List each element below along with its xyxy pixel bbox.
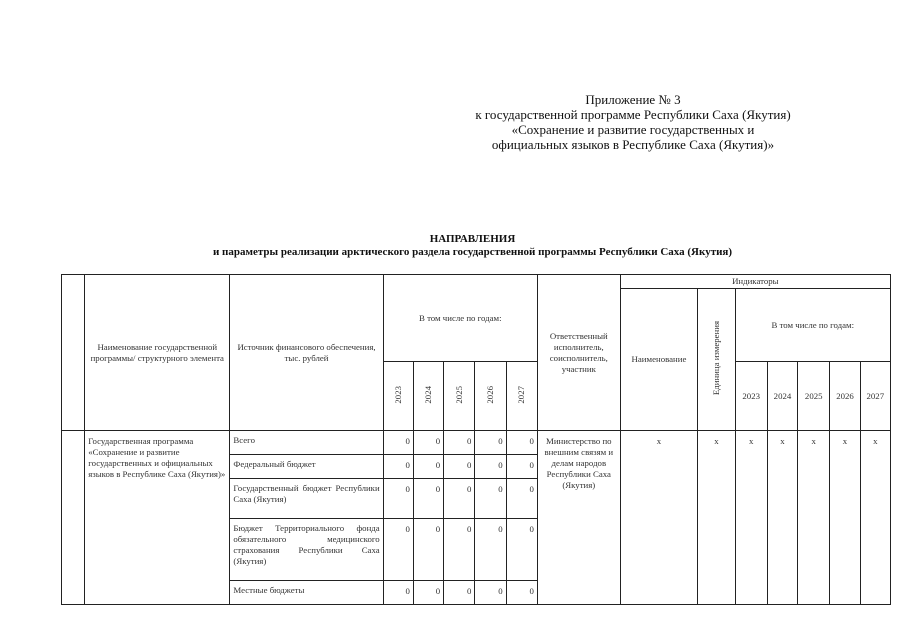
value-cell: 0: [475, 581, 506, 605]
value-cell: 0: [475, 479, 506, 519]
header-year-2023: 2023: [383, 362, 413, 431]
header-funding-source: Источник финансового обеспечения, тыс. рублей: [230, 275, 383, 431]
funding-source-cell: Федеральный бюджет: [230, 455, 383, 479]
value-cell: 0: [383, 431, 413, 455]
indicator-value-cell: х: [767, 431, 797, 605]
header-year-2025: 2025: [444, 362, 475, 431]
heading-title: НАПРАВЛЕНИЯ: [429, 233, 516, 245]
indicator-year-2027: 2027: [860, 362, 890, 431]
header-year-2026: 2026: [475, 362, 506, 431]
indicator-year-2026: 2026: [830, 362, 860, 431]
value-cell: 0: [413, 455, 443, 479]
value-cell: 0: [475, 519, 506, 581]
header-program-name: Наименование государственной программы/ структурного элемента: [85, 275, 230, 431]
header-indicator-name: Наименование: [620, 289, 698, 431]
value-cell: 0: [475, 431, 506, 455]
indicator-value-cell: х: [830, 431, 860, 605]
row-index-cell: [62, 431, 85, 605]
value-cell: 0: [506, 479, 537, 519]
heading-subtitle: и параметры реализации арктического раздела государственной программы Республики Саха (Якутия): [212, 246, 733, 258]
appendix-line-3: «Сохранение и развитие государственных и: [511, 122, 755, 137]
indicator-value-cell: х: [735, 431, 767, 605]
value-cell: 0: [444, 431, 475, 455]
value-cell: 0: [506, 431, 537, 455]
value-cell: 0: [444, 581, 475, 605]
header-unit: Единица измерения: [710, 320, 721, 396]
indicator-unit-cell: х: [698, 431, 735, 605]
value-cell: 0: [413, 431, 443, 455]
value-cell: 0: [383, 479, 413, 519]
value-cell: 0: [444, 519, 475, 581]
indicator-value-cell: х: [860, 431, 890, 605]
value-cell: 0: [506, 455, 537, 479]
value-cell: 0: [506, 519, 537, 581]
indicator-year-2025: 2025: [798, 362, 830, 431]
header-year-2027: 2027: [506, 362, 537, 431]
document-heading: [0, 233, 905, 259]
appendix-line-4: официальных языков в Республике Саха (Якутия)»: [491, 137, 775, 152]
value-cell: 0: [383, 455, 413, 479]
funding-source-cell: Местные бюджеты: [230, 581, 383, 605]
header-unit-cell: [698, 289, 735, 431]
header-indicators: Индикаторы: [620, 275, 890, 289]
appendix-line-1: Приложение № 3: [585, 92, 681, 107]
header-index-cell: [62, 275, 85, 431]
program-name-cell: Государственная программа «Сохранение и развитие государственных и официальных языков в Республике Саха (Якутия)»: [85, 431, 230, 605]
value-cell: 0: [444, 455, 475, 479]
appendix-line-2: к государственной программе Республики Саха (Якутия): [475, 107, 791, 122]
header-year-2024: 2024: [413, 362, 443, 431]
value-cell: 0: [413, 581, 443, 605]
indicator-year-2024: 2024: [767, 362, 797, 431]
header-indicator-by-years: В том числе по годам:: [735, 289, 890, 362]
value-cell: 0: [413, 519, 443, 581]
value-cell: 0: [383, 519, 413, 581]
value-cell: 0: [413, 479, 443, 519]
header-responsible: Ответственный исполнитель, соисполнитель, участник: [537, 275, 620, 431]
indicator-year-2023: 2023: [735, 362, 767, 431]
indicator-value-cell: х: [798, 431, 830, 605]
responsible-cell: Министерство по внешним связям и делам народов Республики Саха (Якутия): [537, 431, 620, 605]
funding-source-cell: Государственный бюджет Республики Саха (Якутия): [230, 479, 383, 519]
indicator-name-cell: х: [620, 431, 698, 605]
appendix-block: [423, 92, 843, 152]
value-cell: 0: [444, 479, 475, 519]
value-cell: 0: [506, 581, 537, 605]
value-cell: 0: [383, 581, 413, 605]
header-by-years: В том числе по годам:: [383, 275, 537, 362]
program-table: [61, 274, 891, 605]
funding-source-cell: Бюджет Территориального фонда обязательного медицинского страхования Республики Саха (Якутия): [230, 519, 383, 581]
funding-source-cell: Всего: [230, 431, 383, 455]
table-row: [62, 431, 891, 455]
value-cell: 0: [475, 455, 506, 479]
